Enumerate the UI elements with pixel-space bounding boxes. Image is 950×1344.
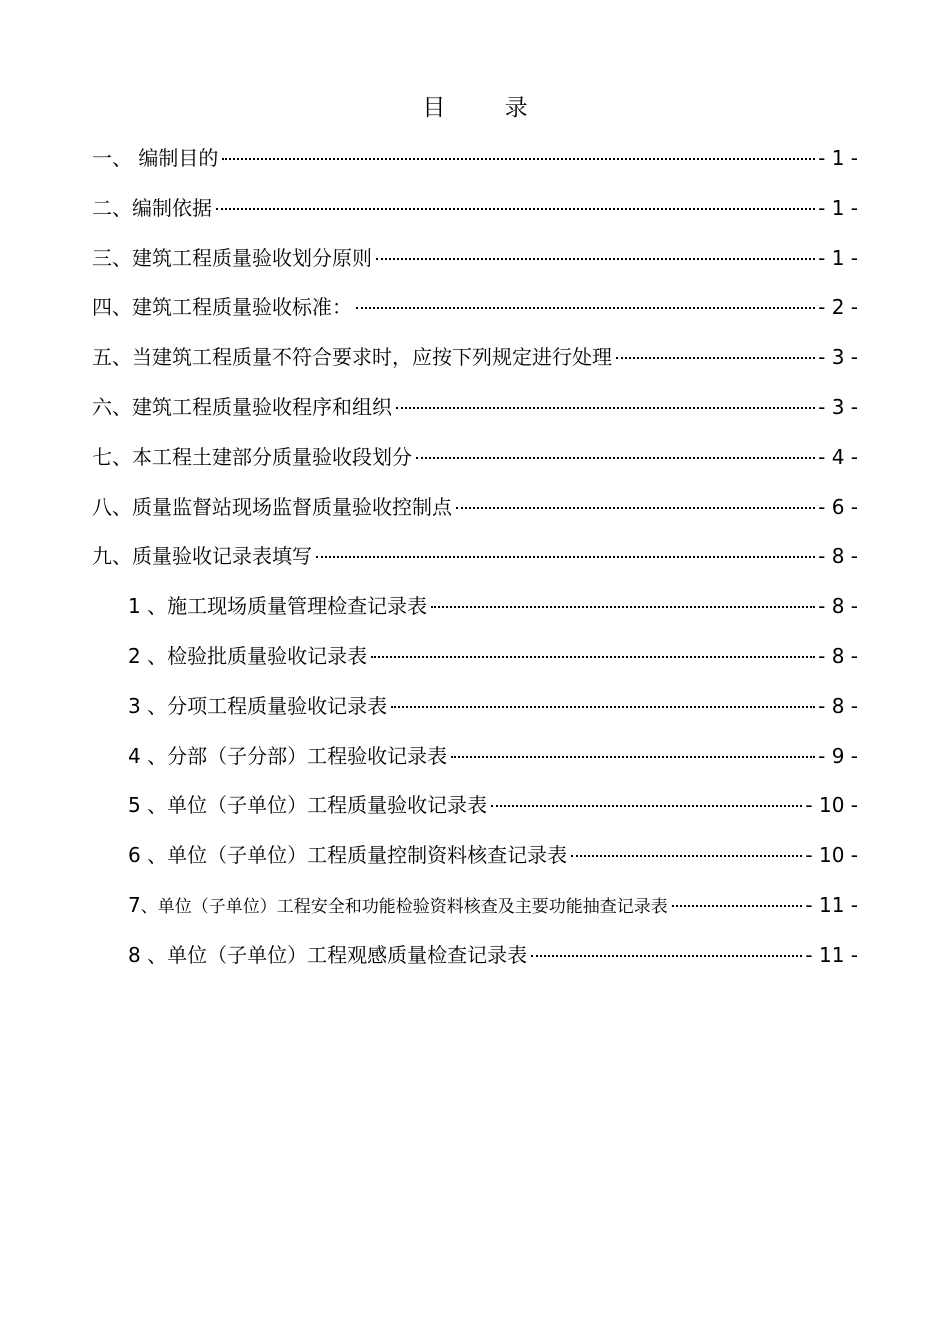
toc-entry-4[interactable] bbox=[92, 287, 858, 337]
toc-entry-3[interactable] bbox=[92, 238, 858, 288]
toc-entry-label bbox=[128, 885, 668, 927]
toc-subentry-3[interactable] bbox=[92, 686, 858, 736]
toc-dot-leader bbox=[456, 507, 815, 509]
toc-dot-leader bbox=[216, 208, 815, 210]
toc-entry-1[interactable] bbox=[92, 138, 858, 188]
toc-dot-leader bbox=[222, 158, 815, 160]
toc-entry-label: 3 、分项工程质量验收记录表 bbox=[128, 693, 388, 718]
toc-entry-2[interactable] bbox=[92, 188, 858, 238]
toc-subentry-2[interactable] bbox=[92, 636, 858, 686]
toc-entry-label: 6 、单位（子单位）工程质量控制资料核查记录表 bbox=[128, 843, 568, 868]
toc-entry-label: 九、质量验收记录表填写 bbox=[92, 544, 312, 569]
toc-page-number: - 6 - bbox=[818, 494, 858, 519]
toc-dot-leader bbox=[672, 905, 803, 907]
toc-dot-leader bbox=[356, 307, 815, 309]
toc-page-number: - 1 - bbox=[818, 245, 858, 270]
toc-page-number: - 2 - bbox=[818, 295, 858, 320]
toc-subentry-6[interactable] bbox=[92, 835, 858, 885]
toc-page-number: - 10 - bbox=[805, 793, 858, 818]
toc-dot-leader bbox=[396, 407, 815, 409]
toc-entry-label: 六、建筑工程质量验收程序和组织 bbox=[92, 394, 392, 419]
toc-title: 目 录 bbox=[422, 95, 554, 121]
toc-entry-8[interactable] bbox=[92, 487, 858, 537]
toc-entry-9[interactable] bbox=[92, 536, 858, 586]
toc-entry-label: 五、当建筑工程质量不符合要求时，应按下列规定进行处理 bbox=[92, 345, 612, 370]
toc-page-number: - 1 - bbox=[818, 195, 858, 220]
toc-entry-label: 一、 编制目的 bbox=[92, 146, 219, 170]
toc-subentry-5[interactable] bbox=[92, 785, 858, 835]
toc-dot-leader bbox=[431, 606, 815, 608]
toc-subentry-7[interactable] bbox=[92, 885, 858, 935]
toc-entry-label: 5 、单位（子单位）工程质量验收记录表 bbox=[128, 793, 488, 818]
toc-subentry-1[interactable] bbox=[92, 586, 858, 636]
toc-entry-label: 2 、检验批质量验收记录表 bbox=[128, 643, 368, 668]
toc-dot-leader bbox=[616, 357, 815, 359]
toc-page-number: - 4 - bbox=[818, 444, 858, 469]
toc-entry-label: 1 、施工现场质量管理检查记录表 bbox=[128, 594, 428, 619]
toc-entry-label: 四、建筑工程质量验收标准： bbox=[92, 295, 352, 320]
toc-dot-leader bbox=[316, 556, 815, 558]
toc-entry-number: 7 bbox=[128, 892, 141, 917]
toc-page-number: - 11 - bbox=[805, 892, 858, 917]
toc-entry-5[interactable] bbox=[92, 337, 858, 387]
toc-page-number: - 10 - bbox=[805, 843, 858, 868]
toc-dot-leader bbox=[571, 855, 802, 857]
toc-dot-leader bbox=[416, 457, 815, 459]
toc-dot-leader bbox=[391, 706, 815, 708]
toc-dot-leader bbox=[376, 258, 815, 260]
toc-entry-6[interactable] bbox=[92, 387, 858, 437]
toc-entry-label: 二、编制依据 bbox=[92, 195, 212, 220]
toc-entry-label-text: 、单位（子单位）工程安全和功能检验资料核查及主要功能抽查记录表 bbox=[140, 896, 668, 917]
toc-entry-label: 8 、单位（子单位）工程观感质量检查记录表 bbox=[128, 942, 528, 967]
toc-subentry-8[interactable] bbox=[92, 935, 858, 985]
toc-dot-leader bbox=[491, 805, 802, 807]
toc-dot-leader bbox=[451, 756, 815, 758]
toc-dot-leader bbox=[371, 656, 815, 658]
toc-page-number: - 9 - bbox=[818, 743, 858, 768]
toc-entry-label: 三、建筑工程质量验收划分原则 bbox=[92, 245, 372, 270]
toc-entry-7[interactable] bbox=[92, 437, 858, 487]
toc-page-number: - 8 - bbox=[818, 643, 858, 668]
toc-list bbox=[92, 138, 858, 985]
toc-page-number: - 1 - bbox=[818, 146, 858, 170]
toc-entry-label: 4 、分部（子分部）工程验收记录表 bbox=[128, 743, 448, 768]
toc-page-number: - 11 - bbox=[805, 942, 858, 967]
toc-dot-leader bbox=[531, 955, 802, 957]
toc-page-number: - 8 - bbox=[818, 544, 858, 569]
toc-page-number: - 8 - bbox=[818, 693, 858, 718]
toc-page-number: - 8 - bbox=[818, 594, 858, 619]
toc-page-number: - 3 - bbox=[818, 345, 858, 370]
toc-page-number: - 3 - bbox=[818, 394, 858, 419]
toc-subentry-4[interactable] bbox=[92, 736, 858, 786]
toc-entry-label: 七、本工程土建部分质量验收段划分 bbox=[92, 444, 412, 469]
toc-entry-label: 八、质量监督站现场监督质量验收控制点 bbox=[92, 494, 452, 519]
